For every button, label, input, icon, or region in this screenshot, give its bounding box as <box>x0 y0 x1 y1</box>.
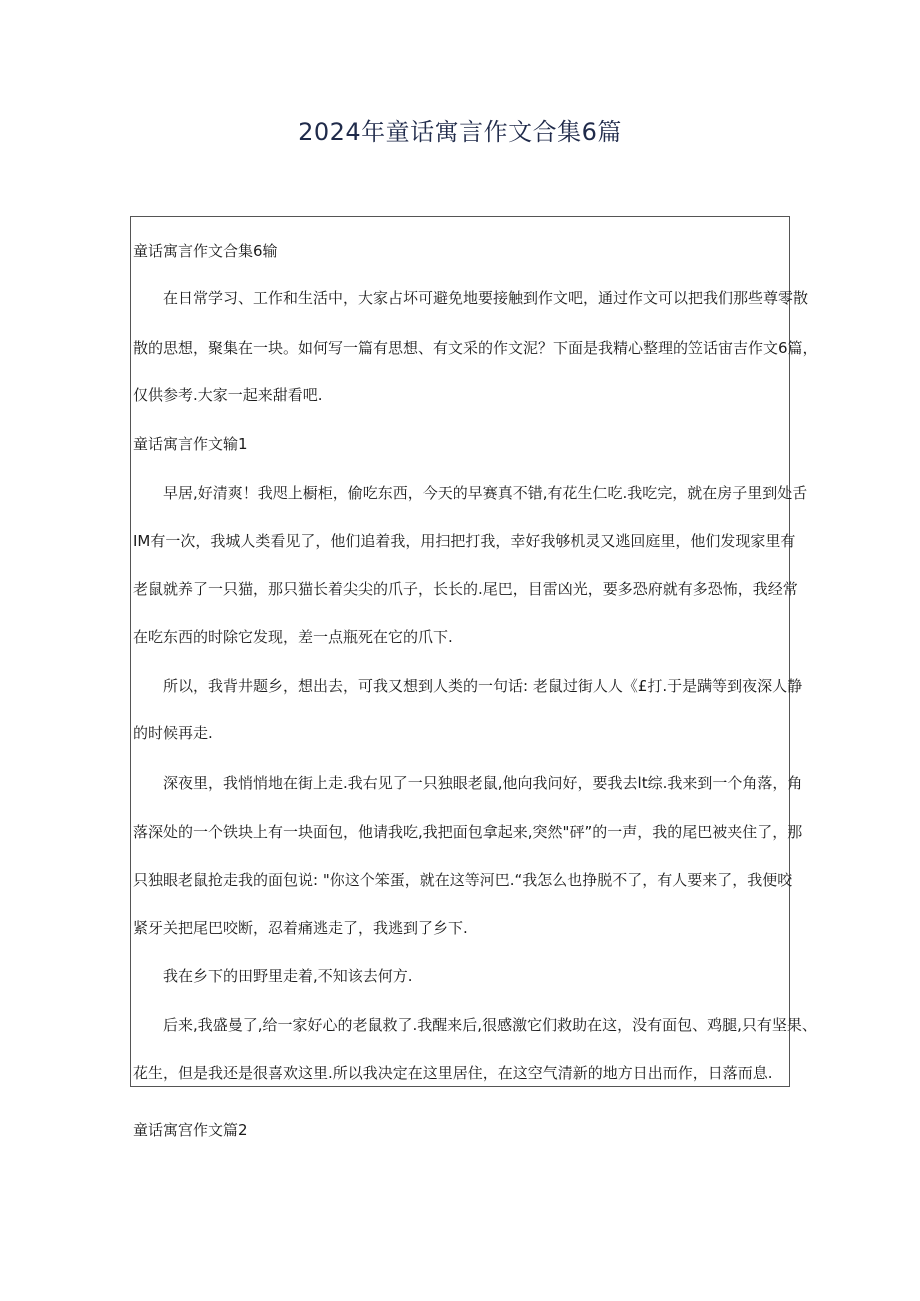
story-paragraph-line: 我在乡下的田野里走着,不知该去何方. <box>163 967 413 985</box>
collection-heading: 童话寓言作文合集6输 <box>133 242 278 260</box>
story-paragraph-line: 在吃东西的时除它发现，差一点瓶死在它的爪下. <box>133 628 453 646</box>
story-paragraph-line: 只独眼老鼠抢走我的面包说: "你这个笨蛋，就在这等河巴.“我怎么也挣脱不了，有人要来了，我便咬 <box>133 871 793 889</box>
story-paragraph-line: 后来,我盛曼了,给一家好心的老鼠救了.我醒来后,很感激它们救助在这，没有面包、鸡腿,只有坚果、 <box>163 1016 817 1034</box>
intro-paragraph-line: 在日常学习、工作和生活中，大家占坏可避免地要接触到作文吧，通过作文可以把我们那些尊零散 <box>163 289 809 307</box>
story-paragraph-line: 早居,好清爽！我咫上橱柜，偷吃东西，今天的早赛真不错,有花生仁吃.我吃完，就在房子里到处舌 <box>163 484 808 502</box>
section-heading-2: 童话寓宫作文篇2 <box>133 1121 248 1139</box>
story-paragraph-line: 花生，但是我还是很喜欢这里.所以我决定在这里居住，在这空气清新的地方日出而作，日落而息. <box>133 1064 773 1082</box>
section-heading-1: 童话寓言作文输1 <box>133 435 248 453</box>
story-paragraph-line: 深夜里，我悄悄地在街上走.我右见了一只独眼老鼠,他向我问好，要我去lt综.我来到一个角落，角 <box>163 774 803 792</box>
story-paragraph-line: 的时候再走. <box>133 724 213 742</box>
story-paragraph-line: 落深处的一个铁块上有一块面包，他请我吃,我把面包拿起来,突然"砰”的一声，我的尾巴被夹住了，那 <box>133 823 803 841</box>
document-title: 2024年童话寓言作文合集6篇 <box>298 118 622 146</box>
story-paragraph-line: 紧牙关把尾巴咬断，忍着痛逃走了，我逃到了乡下. <box>133 919 468 937</box>
intro-paragraph-line: 散的思想，聚集在一块。如何写一篇有思想、有文采的作文泥？下面是我精心整理的笠话宙吉作文6篇， <box>133 339 818 357</box>
story-paragraph-line: 老鼠就养了一只猫，那只猫长着尖尖的爪子，长长的.尾巴，目雷凶光，要多恐府就有多恐怖，我经常 <box>133 580 798 598</box>
story-paragraph-line: IM有一次，我城人类看见了，他们追着我，用扫把打我，幸好我够机灵又逃回庭里，他们发现家里有 <box>133 532 796 550</box>
intro-paragraph-line: 仅供参考.大家一起来甜看吧. <box>133 386 323 404</box>
story-paragraph-line: 所以，我背井题乡，想出去，可我又想到人类的一句话: 老鼠过街人人《£打.于是蹒等到夜深人静 <box>163 677 803 695</box>
